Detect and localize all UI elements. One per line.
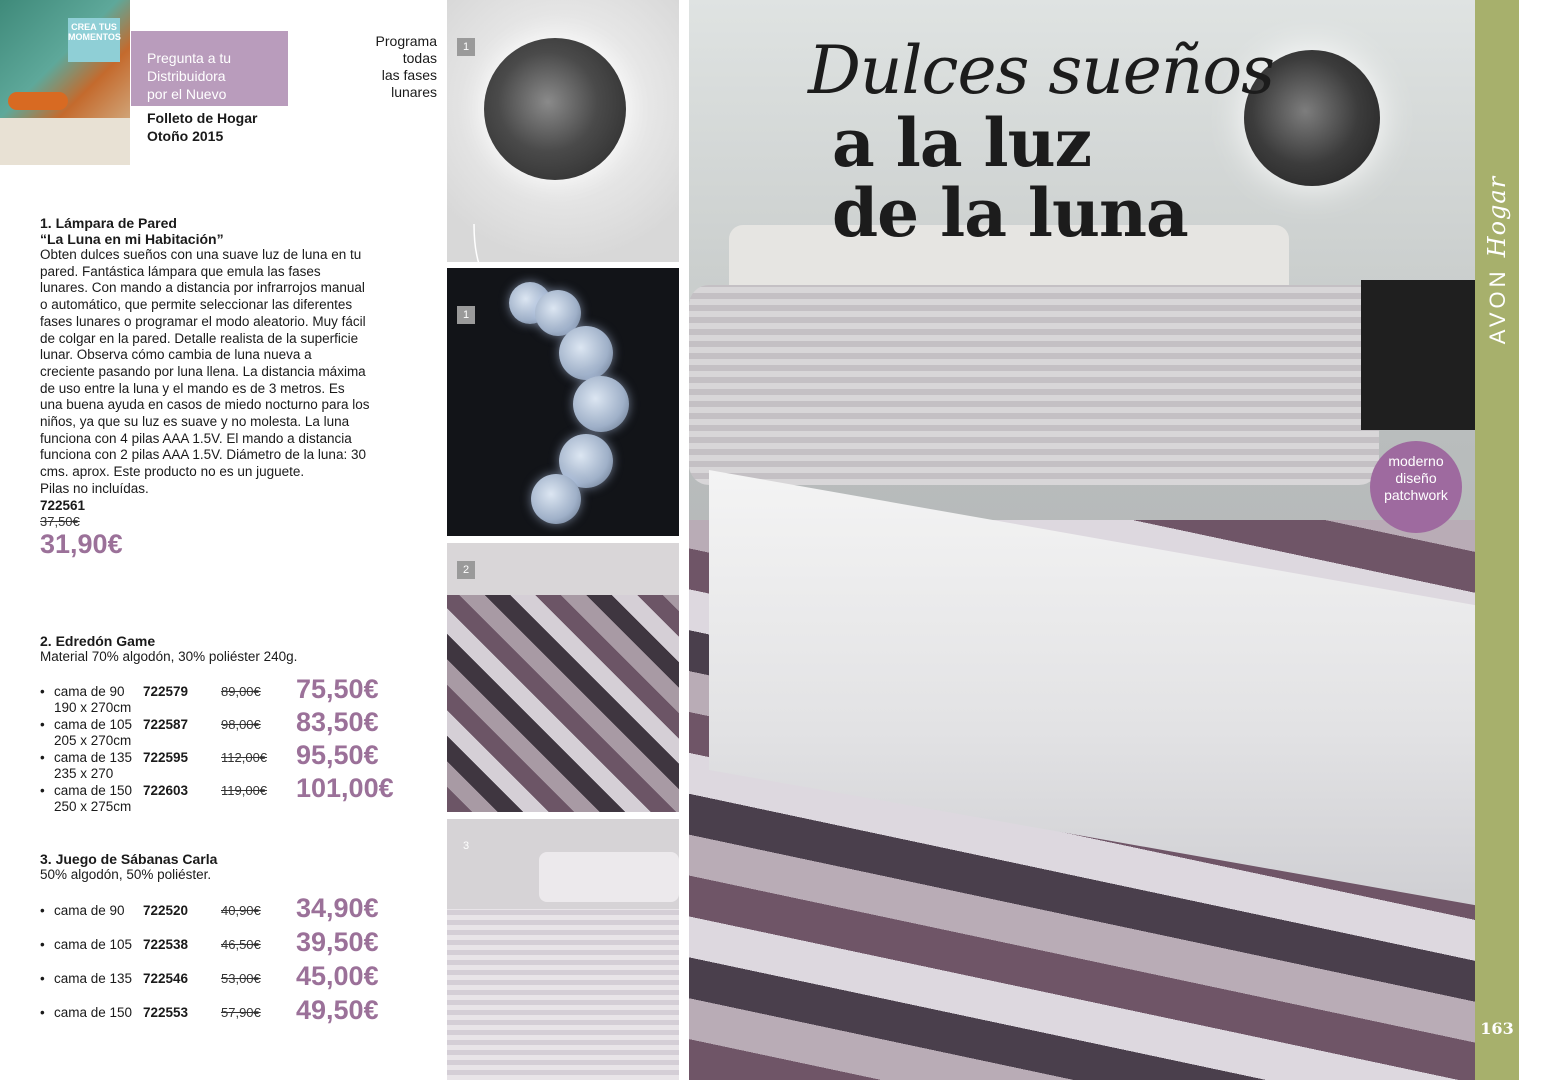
size-label: cama de 105 xyxy=(54,716,133,732)
programa-line: las fases xyxy=(381,67,437,83)
bullet-icon: • xyxy=(40,936,45,952)
product-title: 2. Edredón Game xyxy=(40,633,156,649)
programa-line: Programa xyxy=(375,33,437,49)
price: 49,50€ xyxy=(296,994,379,1025)
price: 45,00€ xyxy=(296,960,379,991)
product-note: Pilas no incluídas. xyxy=(40,480,149,496)
price-row xyxy=(40,994,420,1033)
quilt-photo xyxy=(447,543,679,812)
size-label: cama de 150 xyxy=(54,1004,133,1020)
badge-line: patchwork xyxy=(1384,487,1448,503)
price-row xyxy=(40,892,420,931)
headline-line: Dulces sueños xyxy=(808,32,1274,109)
side-corner xyxy=(1519,371,1544,400)
old-price: 57,90€ xyxy=(221,1004,261,1020)
moon-phase-icon xyxy=(573,376,629,432)
programa-caption xyxy=(340,33,437,101)
catalog-thumbnail-bottom xyxy=(0,118,130,165)
price: 39,50€ xyxy=(296,926,379,957)
badge-line: diseño xyxy=(1395,470,1437,486)
old-price: 112,00€ xyxy=(221,749,268,765)
programa-line: todas xyxy=(402,50,437,66)
product-material: Material 70% algodón, 30% poliéster 240g. xyxy=(40,649,298,664)
promo-line: Distribuidora xyxy=(147,68,226,84)
size-label: cama de 90 xyxy=(54,902,125,918)
nightstand-image xyxy=(1361,280,1475,430)
patchwork-badge xyxy=(1370,441,1462,533)
dimensions: 235 x 270 xyxy=(54,765,114,781)
product-code: 722553 xyxy=(143,1004,189,1020)
old-price: 46,50€ xyxy=(221,936,261,952)
bullet-icon: • xyxy=(40,1004,45,1020)
product-material: 50% algodón, 50% poliéster. xyxy=(40,867,212,882)
headline xyxy=(808,32,1278,252)
bullet-icon: • xyxy=(40,782,45,798)
catalog-thumbnail xyxy=(0,0,130,165)
price: 95,50€ xyxy=(296,739,379,770)
sheet-image xyxy=(447,543,679,595)
size-label: cama de 135 xyxy=(54,970,133,986)
price-row xyxy=(40,926,420,965)
dimensions: 190 x 270cm xyxy=(54,699,132,715)
price: 101,00€ xyxy=(296,772,394,803)
catalog-thumbnail-title: CREA TUS MOMENTOS xyxy=(68,18,120,62)
product-code: 722603 xyxy=(143,782,189,798)
moon-phase-icon xyxy=(559,326,613,380)
product-code: 722561 xyxy=(40,497,86,513)
promo-line: Pregunta a tu xyxy=(147,50,232,66)
side-tab-bottom xyxy=(1475,380,1519,1080)
page-number: 163 xyxy=(1475,1012,1519,1046)
price: 75,50€ xyxy=(296,673,379,704)
moon-icon xyxy=(484,38,626,180)
product-title: 1. Lámpara de Pared xyxy=(40,215,177,231)
product-code: 722595 xyxy=(143,749,189,765)
bullet-icon: • xyxy=(40,683,45,699)
promo-box xyxy=(131,31,288,106)
old-price: 53,00€ xyxy=(221,970,261,986)
price: 31,90€ xyxy=(40,528,123,559)
bullet-icon: • xyxy=(40,970,45,986)
price: 34,90€ xyxy=(296,892,379,923)
photo-number-badge: 3 xyxy=(462,840,470,852)
photo-number-badge: 1 xyxy=(457,306,475,324)
product-sabanas xyxy=(40,851,420,1033)
product-code: 722579 xyxy=(143,683,189,699)
promo-line: por el Nuevo xyxy=(147,86,227,102)
product-title: 3. Juego de Sábanas Carla xyxy=(40,851,218,867)
pillow-image xyxy=(539,852,679,902)
moon-phases-photo xyxy=(447,268,679,536)
section-name: Hogar xyxy=(1483,175,1511,258)
old-price: 119,00€ xyxy=(221,782,268,798)
dimensions: 250 x 275cm xyxy=(54,798,132,814)
folleto-line: Otoño 2015 xyxy=(147,128,224,144)
bullet-icon: • xyxy=(40,716,45,732)
headline-line: a la luz xyxy=(832,104,1092,182)
old-price: 98,00€ xyxy=(221,716,261,732)
old-price: 40,90€ xyxy=(221,902,261,918)
badge-line: moderno xyxy=(1388,453,1444,469)
size-label: cama de 150 xyxy=(54,782,133,798)
photo-number-badge: 2 xyxy=(457,561,475,579)
product-code: 722538 xyxy=(143,936,189,952)
photo-number-badge: 1 xyxy=(457,38,475,56)
pillow-image xyxy=(689,285,1379,485)
product-code: 722520 xyxy=(143,902,189,918)
moon-phase-icon xyxy=(531,474,581,524)
bed-image xyxy=(447,909,679,1080)
price: 83,50€ xyxy=(296,706,379,737)
size-label: cama de 105 xyxy=(54,936,133,952)
section-label xyxy=(1475,120,1519,400)
product-code: 722546 xyxy=(143,970,189,986)
sheets-photo xyxy=(447,819,679,1080)
old-price: 37,50€ xyxy=(40,513,80,529)
product-edredon xyxy=(40,633,420,814)
old-price: 89,00€ xyxy=(221,683,261,699)
product-code: 722587 xyxy=(143,716,189,732)
product-lampara xyxy=(40,215,370,559)
price-row xyxy=(40,960,420,999)
product-subtitle: “La Luna en mi Habitación” xyxy=(40,231,224,247)
brand-name: AVON xyxy=(1485,267,1510,345)
folleto-label xyxy=(147,109,257,145)
size-label: cama de 135 xyxy=(54,749,133,765)
programa-line: lunares xyxy=(391,84,437,100)
folleto-line: Folleto de Hogar xyxy=(147,110,258,126)
dimensions: 205 x 270cm xyxy=(54,732,132,748)
bullet-icon: • xyxy=(40,902,45,918)
size-label: cama de 90 xyxy=(54,683,125,699)
product-description: Obten dulces sueños con una suave luz de luna en tu pared. Fantástica lámpara que emula las fases lunares. Con mando a distancia por infrarrojos manual o automático, que permite seleccionar las diferentes fases lunares o programar el modo aleatorio. Muy fácil de colgar en la pared. Detalle realista de la superficie lunar. Observa cómo cambia de luna nueva a creciente pasando por luna llena. La distancia máxima de uso entre la luna y el mando es de 3 metros. Es una buena ayuda en casos de miedo nocturno para los niños, ya que su luz es suave y no molesta. La luna funciona con 4 pilas AAA 1.5V. El mando a distancia funciona con 2 pilas AAA 1.5V. Diámetro de la luna: 30 cms. aprox. Este producto no es un juguete. xyxy=(40,247,370,480)
bullet-icon: • xyxy=(40,749,45,765)
headline-line: de la luna xyxy=(832,174,1188,252)
pumpkins-image xyxy=(8,92,68,110)
